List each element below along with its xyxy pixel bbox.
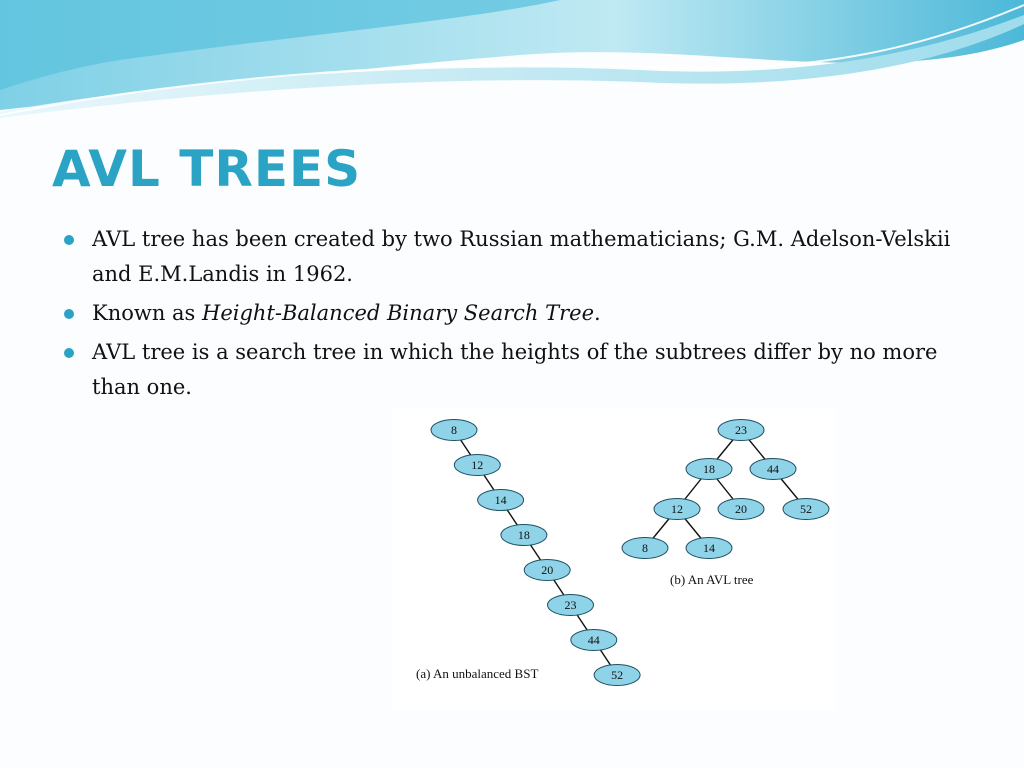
bullet-dot-icon: [64, 235, 74, 245]
bst-node-label: 44: [587, 633, 600, 647]
bullet-text: AVL tree has been created by two Russian mathematicians; G.M. Adelson-Velskii and E.M.Landis in 1962.: [92, 227, 951, 286]
avl-node: [622, 538, 668, 559]
slide-title: AVL TREES: [52, 140, 362, 198]
avl-node-label: 52: [800, 502, 812, 516]
bst-node-label: 8: [451, 423, 457, 437]
avl-node-label: 44: [767, 462, 779, 476]
bullet-item: [92, 222, 962, 292]
avl-node-label: 12: [671, 502, 683, 516]
bst-node-label: 12: [471, 458, 484, 472]
bullet-dot-icon: [64, 348, 74, 358]
bullet-item: [92, 335, 962, 405]
bullet-list: [92, 222, 962, 409]
avl-node-label: 8: [642, 541, 648, 555]
avl-node: [750, 459, 796, 480]
bst-node: [454, 455, 500, 476]
avl-node: [783, 499, 829, 520]
bullet-item: [92, 296, 962, 331]
bst-node: [478, 490, 524, 511]
bst-node-label: 23: [564, 598, 577, 612]
avl-node-label: 23: [735, 423, 747, 437]
avl-node-label: 14: [703, 541, 715, 555]
bst-node: [571, 630, 617, 651]
bst-node: [524, 560, 570, 581]
tree-figure: [392, 408, 836, 714]
avl-node: [686, 459, 732, 480]
bullet-suffix: .: [594, 301, 601, 325]
avl-node: [718, 499, 764, 520]
bst-node-label: 18: [517, 528, 530, 542]
bullet-dot-icon: [64, 309, 74, 319]
bst-node: [594, 665, 640, 686]
avl-node: [718, 420, 764, 441]
caption-unbalanced-bst: (a) An unbalanced BST: [416, 666, 539, 681]
caption-avl-tree: (b) An AVL tree: [670, 572, 754, 587]
bullet-emphasis: Height-Balanced Binary Search Tree: [202, 301, 595, 325]
avl-node-label: 20: [735, 502, 747, 516]
avl-node: [686, 538, 732, 559]
bst-node-label: 14: [494, 493, 507, 507]
bst-node-label: 20: [541, 563, 554, 577]
bst-node: [548, 595, 594, 616]
bst-node-label: 52: [611, 668, 624, 682]
bst-node: [501, 525, 547, 546]
bullet-prefix: Known as: [92, 301, 203, 325]
avl-node: [654, 499, 700, 520]
header-wave-decoration: [0, 0, 1024, 120]
avl-node-label: 18: [703, 462, 715, 476]
bullet-text: AVL tree is a search tree in which the heights of the subtrees differ by no more than one.: [92, 340, 938, 399]
bst-node: [431, 420, 477, 441]
